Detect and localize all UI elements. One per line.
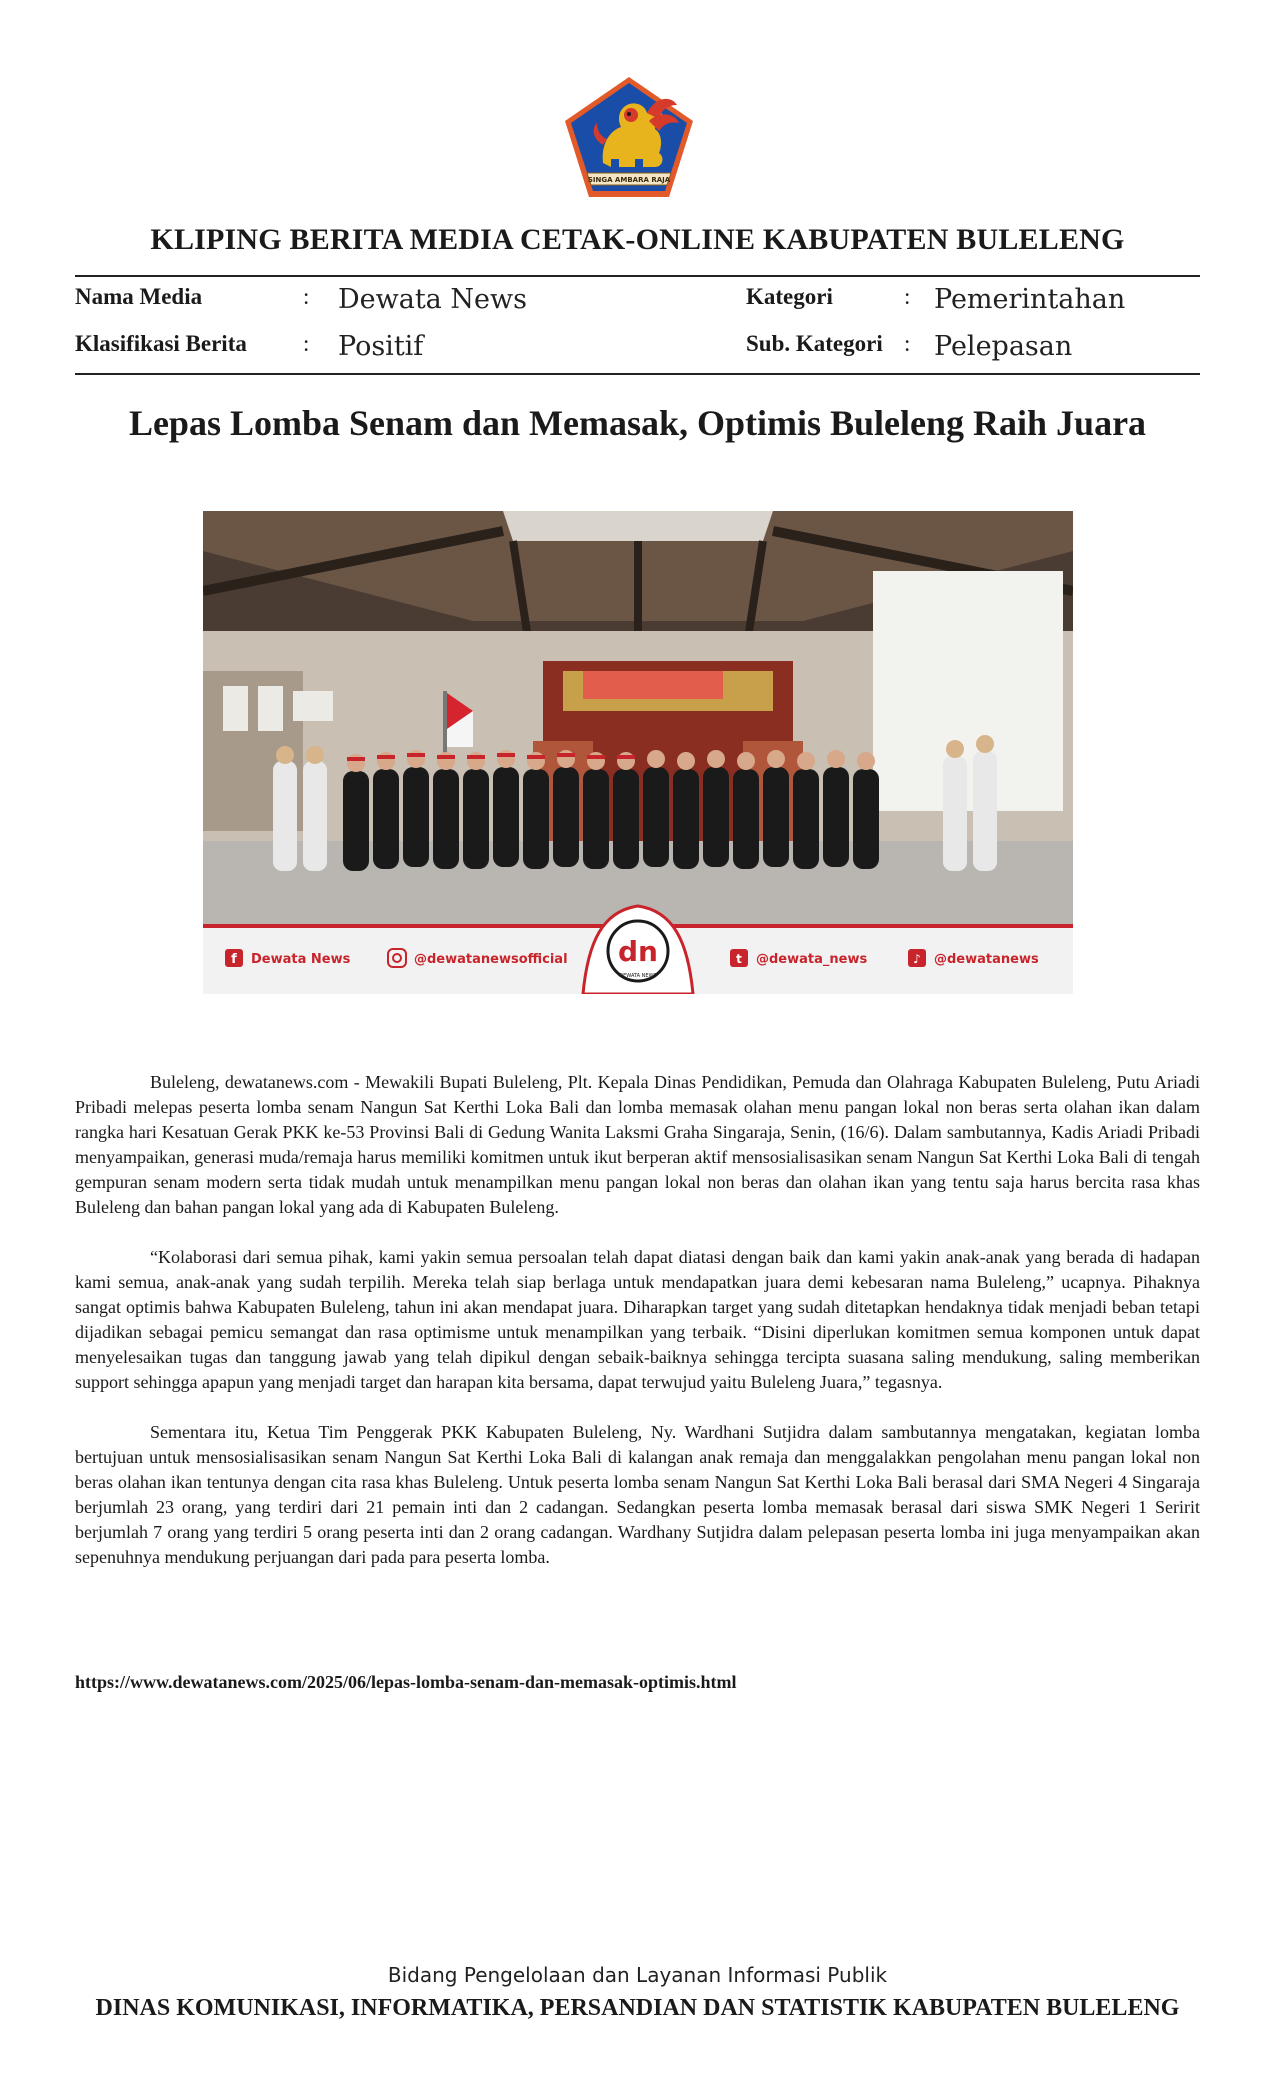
header-divider-bottom — [75, 373, 1200, 375]
kategori-value: Pemerintahan — [934, 284, 1126, 315]
article-body — [75, 1070, 1200, 1595]
sub-kategori-label: Sub. Kategori — [746, 331, 883, 356]
svg-text:t: t — [736, 952, 742, 966]
nama-media-value: Dewata News — [338, 284, 527, 315]
nama-media-colon: : — [303, 284, 310, 309]
twitter-label: @dewata_news — [756, 952, 868, 967]
footer-department: Bidang Pengelolaan dan Layanan Informasi Publik — [387, 1963, 888, 1987]
dn-watermark-caption: DEWATA NEWS — [619, 973, 657, 979]
instagram-label: @dewatanewsofficial — [414, 952, 568, 967]
buleleng-regency-crest-icon — [563, 75, 695, 199]
article-headline: Lepas Lomba Senam dan Memasak, Optimis Buleleng Raih Juara — [128, 403, 1147, 443]
footer-agency: DINAS KOMUNIKASI, INFORMATIKA, PERSANDIAN DAN STATISTIK KABUPATEN BULELENG — [95, 1995, 1180, 2021]
sub-kategori-value: Pelepasan — [934, 331, 1073, 362]
facebook-label: Dewata News — [251, 952, 351, 967]
article-paragraph-1: Buleleng, dewatanews.com - Mewakili Bupati Buleleng, Plt. Kepala Dinas Pendidikan, Pemuda dan Olahraga Kabupaten Buleleng, Putu Ariadi Pribadi melepas peserta lomba senam Nangun Sat Kerthi Loka Bali dan lomba memasak olahan menu pangan lokal non beras serta olahan ikan dalam rangka hari Kesatuan Gerak PKK ke-53 Provinsi Bali di Gedung Wanita Laksmi Graha Singaraja, Senin, (16/6). Dalam sambutannya, Kadis Ariadi Pribadi menyampaikan, generasi muda/remaja harus memiliki komitmen untuk ikut berperan aktif mensosialisasikan senam Nangun Sat Kerthi Loka Bali di tengah gempuran senam modern serta tidak mudah untuk menampilkan menu pangan lokal non beras dan olahan ikan yang tentu saja harus bercita rasa khas Buleleng dan bahan pangan lokal yang ada di Kabupaten Buleleng. — [75, 1072, 1200, 1217]
klasifikasi-berita-colon: : — [303, 331, 310, 356]
crest-ribbon-text: SINGA AMBARA RAJA — [587, 176, 671, 184]
header-divider-top — [75, 275, 1200, 277]
svg-text:f: f — [231, 952, 237, 967]
article-paragraph-3: Sementara itu, Ketua Tim Penggerak PKK Kabupaten Buleleng, Ny. Wardhani Sutjidra dalam sambutannya mengatakan, kegiatan lomba bertujuan untuk mensosialisasikan senam Nangun Sat Kerthi Loka Bali di kalangan anak remaja dan menggalakkan pengolahan menu pangan lokal non beras olahan ikan tentunya dengan cita rasa khas Buleleng. Untuk peserta lomba senam Nangun Sat Kerthi Loka Bali berasal dari SMA Negeri 4 Singaraja berjumlah 23 orang, yang terdiri dari 21 pemain inti dan 2 cadangan. Sedangkan peserta lomba memasak berasal dari siswa SMK Negeri 1 Seririt berjumlah 7 orang yang terdiri 5 orang peserta inti dan 2 orang cadangan. Wardhany Sutjidra dalam pelepasan peserta lomba ini juga menyampaikan akan sepenuhnya mendukung perjuangan dari pada para peserta lomba. — [75, 1422, 1200, 1567]
source-url-link[interactable]: https://www.dewatanews.com/2025/06/lepas-lomba-senam-dan-memasak-optimis.html — [75, 1672, 737, 1692]
tiktok-icon — [908, 949, 926, 967]
tiktok-label: @dewatanews — [934, 952, 1039, 967]
sub-kategori-colon: : — [904, 331, 911, 356]
article-paragraph-2: “Kolaborasi dari semua pihak, kami yakin semua persoalan telah dapat diatasi dengan baik dan kami yakin anak-anak yang berada di hadapan kami semua, anak-anak yang sudah terpilih. Mereka telah siap berlaga untuk mendapatkan juara demi kebesaran nama Buleleng,” ucapnya. Pihaknya sangat optimis bahwa Kabupaten Buleleng, tahun ini akan mendapat juara. Diharapkan target yang sudah ditetapkan hendaknya tidak menjadi beban tetapi dijadikan sebagai pemicu semangat dan rasa optimisme untuk menampilkan yang terbaik. “Disini diperlukan komitmen semua komponen untuk dapat menyelesaikan tugas dan tanggung jawab yang telah dipikul dengan sebaik-baiknya sehingga tercipta suasana saling mendukung, saling memberikan support sehingga apapun yang menjadi target dan harapan kita bersama, dapat terwujud yaitu Buleleng Juara,” tegasnya. — [75, 1247, 1200, 1392]
facebook-icon — [225, 949, 243, 967]
kategori-label: Kategori — [746, 284, 833, 309]
klasifikasi-berita-value: Positif — [338, 331, 424, 362]
nama-media-label: Nama Media — [75, 284, 203, 309]
twitter-icon — [730, 949, 748, 967]
svg-text:♪: ♪ — [913, 952, 921, 966]
klasifikasi-berita-label: Klasifikasi Berita — [75, 331, 247, 356]
kategori-colon: : — [904, 284, 911, 309]
document-title: KLIPING BERITA MEDIA CETAK-ONLINE KABUPATEN BULELENG — [150, 223, 1125, 256]
dn-watermark: dn — [618, 935, 658, 968]
article-photo — [203, 511, 1073, 994]
